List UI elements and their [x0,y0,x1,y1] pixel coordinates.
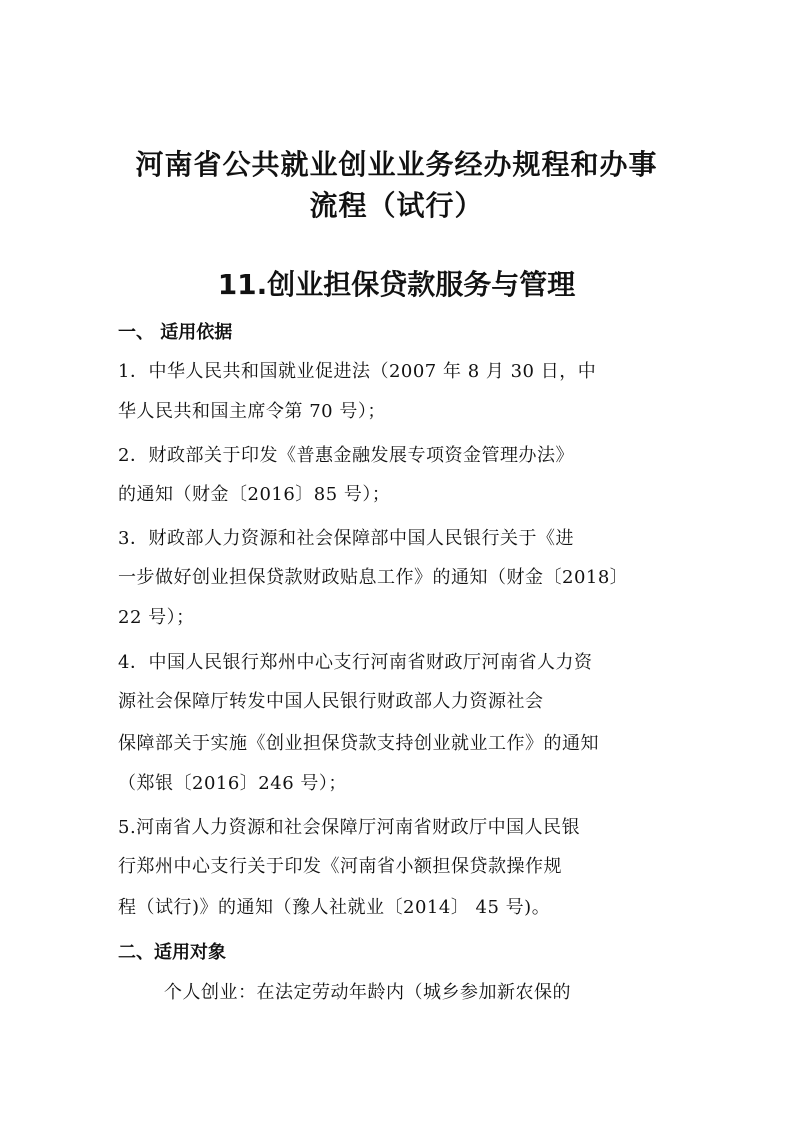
document-title-line-1: 河南省公共就业创业业务经办规程和办事 [135,148,658,181]
basis-line: 的通知（财金〔2016〕85 号）； [118,484,391,505]
basis-line: 3．财政部人力资源和社会保障部中国人民银行关于《进 [118,528,574,549]
basis-line: 行郑州中心支行关于印发《河南省小额担保贷款操作规 [118,856,562,877]
object-line: 个人创业：在法定劳动年龄内（城乡参加新农保的 [164,982,571,1003]
basis-line: 22 号）； [118,607,195,628]
basis-line: 程（试行)》的通知（豫人社就业〔2014〕 45 号)。 [118,897,551,918]
basis-line: 2．财政部关于印发《普惠金融发展专项资金管理办法》 [118,445,574,466]
basis-line: 源社会保障厅转发中国人民银行财政部人力资源社会 [118,691,544,712]
heading-applicable-objects: 二、适用对象 [118,942,226,963]
basis-line: 1．中华人民共和国就业促进法（2007 年 8 月 30 日，中 [118,361,597,382]
basis-line: 5.河南省人力资源和社会保障厅河南省财政厅中国人民银 [118,817,581,838]
section-title: 11.创业担保贷款服务与管理 [217,268,576,301]
basis-line: 华人民共和国主席令第 70 号）； [118,401,386,422]
basis-line: 一步做好创业担保贷款财政贴息工作》的通知（财金〔2018〕 [118,567,629,588]
heading-applicable-basis: 一、 适用依据 [118,322,233,343]
document-title-line-2: 流程（试行） [309,189,484,222]
basis-line: 保障部关于实施《创业担保贷款支持创业就业工作》的通知 [118,733,599,754]
basis-line: （郑银〔2016〕246 号）； [118,773,347,794]
basis-line: 4．中国人民银行郑州中心支行河南省财政厅河南省人力资 [118,652,593,673]
